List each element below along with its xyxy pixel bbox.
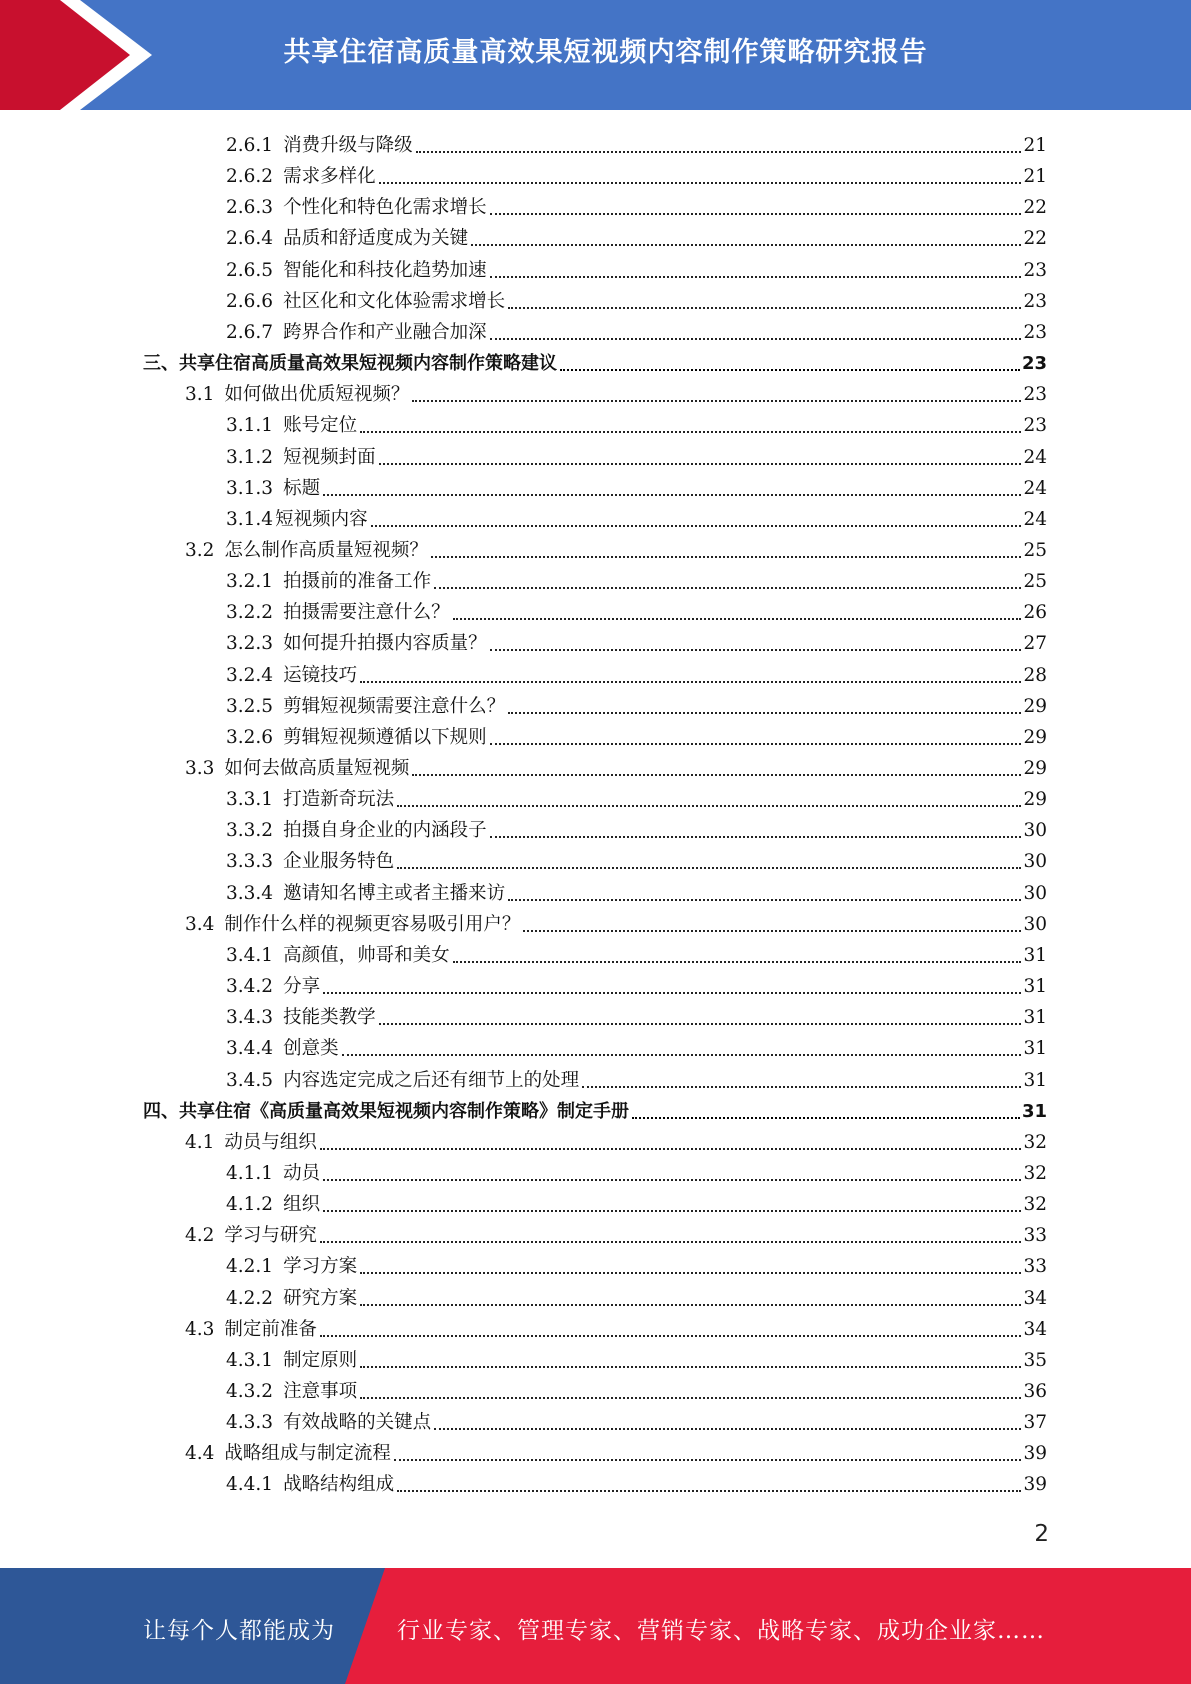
toc-entry-number: 3.2 — [185, 539, 215, 561]
toc-entry[interactable] — [226, 875, 1047, 905]
toc-entry-page: 32 — [1023, 1131, 1047, 1153]
toc-entry-number: 3.2.6 — [226, 726, 274, 748]
toc-entry-title: 注意事项 — [283, 1381, 358, 1402]
toc-dot-leader — [360, 1304, 1021, 1306]
toc-entry-number: 3.4.2 — [226, 976, 274, 998]
toc-entry-title: 如何去做高质量短视频 — [224, 758, 410, 779]
toc-entry-title: 跨界合作和产业融合加深 — [283, 321, 487, 343]
toc-entry-number: 4.3.2 — [226, 1381, 274, 1402]
toc-dot-leader — [412, 400, 1021, 402]
toc-entry-page: 37 — [1023, 1412, 1047, 1434]
toc-dot-leader — [360, 1366, 1021, 1368]
toc-entry[interactable] — [185, 1217, 1047, 1247]
toc-entry-page: 31 — [1023, 1069, 1047, 1091]
toc-entry-number: 2.6.4 — [226, 228, 274, 250]
toc-entry-number: 3.4.1 — [226, 944, 274, 966]
toc-entry-title: 邀请知名博主或者主播来访 — [283, 882, 506, 904]
page-header — [0, 0, 1191, 110]
toc-entry-number: 3.4.3 — [226, 1007, 274, 1029]
toc-entry-page: 28 — [1023, 664, 1047, 686]
toc-entry[interactable] — [226, 1466, 1047, 1496]
toc-entry-number: 3.3.1 — [226, 789, 274, 811]
toc-entry-page: 31 — [1021, 1100, 1047, 1122]
toc-entry[interactable] — [226, 1373, 1047, 1403]
toc-entry-title: 运镜技巧 — [283, 664, 358, 686]
toc-entry[interactable] — [185, 1435, 1047, 1465]
toc-dot-leader — [323, 1210, 1021, 1212]
toc-entry-page: 36 — [1023, 1381, 1047, 1402]
toc-entry[interactable] — [226, 127, 1047, 157]
toc-entry-title: 分享 — [283, 976, 321, 998]
toc-entry-title: 组织 — [283, 1194, 321, 1216]
toc-entry-page: 25 — [1023, 571, 1047, 593]
report-title: 共享住宿高质量高效果短视频内容制作策略研究报告 — [283, 37, 928, 68]
toc-dot-leader — [471, 244, 1021, 246]
toc-entry-number: 2.6.5 — [226, 259, 274, 281]
toc-entry-page: 31 — [1023, 944, 1047, 966]
toc-dot-leader — [397, 867, 1021, 869]
toc-entry-title: 剪辑短视频需要注意什么？ — [283, 695, 506, 717]
toc-entry[interactable] — [226, 1030, 1047, 1060]
toc-entry-title: 拍摄自身企业的内涵段子 — [283, 820, 487, 842]
toc-dot-leader — [397, 805, 1021, 807]
toc-dot-leader — [490, 213, 1022, 215]
toc-entry-page: 26 — [1023, 602, 1047, 624]
toc-entry[interactable] — [226, 283, 1047, 313]
toc-dot-leader — [434, 1428, 1021, 1430]
toc-entry-number: 4.4 — [185, 1443, 215, 1465]
toc-entry[interactable] — [143, 345, 1047, 375]
toc-entry-page: 21 — [1023, 166, 1047, 188]
toc-entry[interactable] — [226, 1155, 1047, 1185]
page-number: 2 — [1034, 1521, 1049, 1547]
toc-entry-title: 如何提升拍摄内容质量？ — [283, 633, 487, 655]
toc-entry-page: 31 — [1023, 1038, 1047, 1060]
toc-entry-number: 4.1.2 — [226, 1194, 274, 1216]
toc-entry-page: 30 — [1023, 820, 1047, 842]
toc-entry-page: 33 — [1023, 1225, 1047, 1247]
toc-dot-leader — [523, 930, 1021, 932]
toc-entry-number: 3.4.4 — [226, 1038, 274, 1060]
toc-entry[interactable] — [226, 470, 1047, 500]
toc-entry-page: 23 — [1023, 259, 1047, 281]
footer-slogan-left: 让每个人都能成为 — [143, 1618, 335, 1644]
toc-entry-number: 4.2.1 — [226, 1256, 274, 1278]
toc-entry-number: 3.2.4 — [226, 664, 274, 686]
toc-entry-page: 23 — [1023, 290, 1047, 312]
toc-entry-page: 24 — [1023, 508, 1047, 530]
toc-entry[interactable] — [185, 1311, 1047, 1341]
toc-entry-title: 如何做出优质短视频？ — [224, 384, 410, 406]
toc-entry-title: 智能化和科技化趋势加速 — [283, 259, 487, 281]
toc-entry-number: 2.6.3 — [226, 197, 274, 219]
toc-entry[interactable] — [226, 1186, 1047, 1216]
toc-dot-leader — [508, 899, 1021, 901]
toc-entry-number: 3.2.2 — [226, 602, 274, 624]
toc-entry-number: 3.3 — [185, 758, 215, 779]
toc-dot-leader — [412, 774, 1021, 776]
toc-entry-page: 30 — [1023, 913, 1047, 935]
footer-slogan-right: 行业专家、管理专家、营销专家、战略专家、成功企业家…… — [397, 1618, 1045, 1644]
toc-entry-title: 打造新奇玩法 — [283, 789, 395, 811]
toc-dot-leader — [416, 151, 1022, 153]
toc-entry-page: 31 — [1023, 976, 1047, 998]
toc-entry-page: 29 — [1023, 758, 1047, 779]
toc-entry-number: 3.1.2 — [226, 446, 274, 468]
toc-dot-leader — [323, 992, 1021, 994]
toc-entry-number: 3.1.3 — [226, 477, 274, 499]
toc-dot-leader — [320, 1148, 1022, 1150]
toc-entry-page: 29 — [1023, 695, 1047, 717]
toc-dot-leader — [371, 525, 1022, 527]
toc-entry-title: 动员 — [283, 1162, 321, 1184]
toc-entry-number: 4.3.1 — [226, 1349, 274, 1371]
toc-dot-leader — [453, 618, 1022, 620]
toc-dot-leader — [632, 1117, 1020, 1119]
toc-entry-page: 34 — [1023, 1318, 1047, 1340]
toc-entry[interactable] — [226, 657, 1047, 687]
toc-entry-title: 短视频封面 — [283, 446, 376, 468]
toc-entry-title: 技能类教学 — [283, 1007, 376, 1029]
toc-entry-page: 39 — [1023, 1443, 1047, 1465]
toc-entry-page: 24 — [1023, 446, 1047, 468]
toc-entry-number: 3.3.2 — [226, 820, 274, 842]
toc-entry[interactable] — [226, 1404, 1047, 1434]
toc-dot-leader — [431, 556, 1022, 558]
toc-dot-leader — [379, 182, 1022, 184]
toc-dot-leader — [360, 1397, 1021, 1399]
toc-entry[interactable] — [226, 1342, 1047, 1372]
toc-entry[interactable] — [185, 532, 1047, 562]
toc-entry[interactable] — [185, 376, 1047, 406]
toc-entry-title: 剪辑短视频遵循以下规则 — [283, 726, 487, 748]
toc-entry-title: 消费升级与降级 — [283, 135, 413, 156]
toc-entry-number: 4.3.3 — [226, 1412, 274, 1434]
toc-entry-title: 制定原则 — [283, 1349, 358, 1371]
toc-entry-page: 23 — [1021, 353, 1047, 375]
toc-entry[interactable] — [226, 439, 1047, 469]
toc-dot-leader — [490, 338, 1022, 340]
toc-entry-page: 30 — [1023, 882, 1047, 904]
toc-dot-leader — [323, 494, 1021, 496]
toc-entry-number: 4.1 — [185, 1131, 215, 1153]
toc-entry[interactable] — [226, 625, 1047, 655]
toc-dot-leader — [360, 681, 1021, 683]
toc-dot-leader — [320, 1335, 1022, 1337]
toc-entry-title: 共享住宿《高质量高效果短视频内容制作策略》制定手册 — [179, 1100, 629, 1122]
toc-entry-number: 2.6.7 — [226, 321, 274, 343]
toc-entry-title: 品质和舒适度成为关键 — [283, 228, 469, 250]
toc-dot-leader — [342, 1054, 1022, 1056]
toc-dot-leader — [323, 1179, 1021, 1181]
toc-entry-title: 社区化和文化体验需求增长 — [283, 290, 506, 312]
toc-entry[interactable] — [226, 781, 1047, 811]
toc-entry-number: 3.1 — [185, 384, 215, 406]
toc-entry-title: 账号定位 — [283, 415, 358, 437]
toc-entry-number: 三、 — [143, 353, 179, 375]
page-footer — [0, 1568, 1191, 1684]
toc-entry-number: 3.4.5 — [226, 1069, 274, 1091]
toc-entry-title: 高颜值，帅哥和美女 — [283, 944, 450, 966]
toc-entry-number: 3.2.5 — [226, 695, 274, 717]
toc-entry-title: 拍摄需要注意什么？ — [283, 602, 450, 624]
toc-entry-page: 24 — [1023, 477, 1047, 499]
toc-entry[interactable] — [226, 252, 1047, 282]
toc-entry-title: 学习与研究 — [224, 1225, 317, 1247]
toc-entry[interactable] — [226, 937, 1047, 967]
toc-dot-leader — [582, 1086, 1021, 1088]
toc-entry-title: 创意类 — [283, 1038, 339, 1060]
toc-entry[interactable] — [143, 1093, 1047, 1123]
toc-entry[interactable] — [226, 314, 1047, 344]
toc-entry-title: 研究方案 — [283, 1287, 358, 1309]
toc-entry-page: 35 — [1023, 1349, 1047, 1371]
toc-dot-leader — [453, 961, 1022, 963]
toc-dot-leader — [490, 836, 1022, 838]
toc-dot-leader — [379, 463, 1022, 465]
toc-entry-page: 22 — [1023, 228, 1047, 250]
toc-entry-page: 32 — [1023, 1162, 1047, 1184]
toc-entry[interactable] — [226, 968, 1047, 998]
toc-dot-leader — [490, 276, 1022, 278]
toc-entry-title: 内容选定完成之后还有细节上的处理 — [283, 1069, 580, 1091]
toc-entry-page: 34 — [1023, 1287, 1047, 1309]
toc-entry-page: 32 — [1023, 1194, 1047, 1216]
toc-entry-page: 29 — [1023, 789, 1047, 811]
toc-entry[interactable] — [185, 1124, 1047, 1154]
toc-entry-title: 制定前准备 — [224, 1318, 317, 1340]
toc-entry[interactable] — [226, 189, 1047, 219]
toc-dot-leader — [508, 307, 1021, 309]
toc-entry-title: 标题 — [283, 477, 321, 499]
toc-entry-number: 四、 — [143, 1100, 179, 1122]
toc-entry-title: 动员与组织 — [224, 1131, 317, 1153]
toc-entry-number: 3.1.4 — [226, 508, 274, 530]
toc-entry-number: 3.4 — [185, 913, 215, 935]
toc-dot-leader — [320, 1241, 1022, 1243]
toc-entry-title: 拍摄前的准备工作 — [283, 571, 432, 593]
toc-entry-title: 需求多样化 — [283, 166, 376, 188]
toc-entry-number: 3.3.4 — [226, 882, 274, 904]
toc-entry-page: 21 — [1023, 135, 1047, 156]
toc-entry-title: 企业服务特色 — [283, 851, 395, 873]
toc-entry-number: 4.1.1 — [226, 1162, 274, 1184]
toc-entry-page: 23 — [1023, 415, 1047, 437]
toc-entry-number: 4.4.1 — [226, 1474, 274, 1496]
toc-entry[interactable] — [226, 220, 1047, 250]
toc-entry[interactable] — [226, 407, 1047, 437]
toc-entry-page: 25 — [1023, 539, 1047, 561]
toc-entry-page: 30 — [1023, 851, 1047, 873]
toc-dot-leader — [490, 743, 1022, 745]
toc-dot-leader — [508, 712, 1021, 714]
toc-entry-page: 22 — [1023, 197, 1047, 219]
toc-entry-number: 2.6.2 — [226, 166, 274, 188]
toc-dot-leader — [397, 1490, 1021, 1492]
toc-entry-page: 23 — [1023, 321, 1047, 343]
toc-entry-number: 4.2.2 — [226, 1287, 274, 1309]
toc-entry-page: 39 — [1023, 1474, 1047, 1496]
toc-entry[interactable] — [226, 688, 1047, 718]
toc-entry[interactable] — [226, 1062, 1047, 1092]
toc-entry[interactable] — [185, 906, 1047, 936]
toc-entry-page: 33 — [1023, 1256, 1047, 1278]
toc-entry-number: 3.3.3 — [226, 851, 274, 873]
toc-entry[interactable] — [226, 999, 1047, 1029]
toc-entry-title: 战略结构组成 — [283, 1474, 395, 1496]
toc-entry-title: 共享住宿高质量高效果短视频内容制作策略建议 — [179, 353, 557, 375]
toc-entry[interactable] — [226, 501, 1047, 531]
toc-entry[interactable] — [185, 750, 1047, 780]
toc-entry[interactable] — [226, 1248, 1047, 1278]
toc-dot-leader — [434, 587, 1021, 589]
toc-entry-page: 23 — [1023, 384, 1047, 406]
toc-entry-number: 3.2.3 — [226, 633, 274, 655]
toc-entry[interactable] — [226, 1280, 1047, 1310]
toc-entry[interactable] — [226, 563, 1047, 593]
toc-entry-title: 短视频内容 — [275, 508, 368, 530]
toc-dot-leader — [560, 369, 1020, 371]
toc-entry-page: 27 — [1023, 633, 1047, 655]
toc-entry-title: 个性化和特色化需求增长 — [283, 197, 487, 219]
toc-dot-leader — [379, 1023, 1022, 1025]
toc-entry-page: 31 — [1023, 1007, 1047, 1029]
toc-dot-leader — [360, 1272, 1021, 1274]
toc-entry-number: 4.2 — [185, 1225, 215, 1247]
toc-entry-title: 学习方案 — [283, 1256, 358, 1278]
toc-entry-number: 4.3 — [185, 1318, 215, 1340]
toc-entry[interactable] — [226, 594, 1047, 624]
toc-entry[interactable] — [226, 843, 1047, 873]
toc-dot-leader — [394, 1459, 1022, 1461]
toc-entry-title: 制作什么样的视频更容易吸引用户？ — [224, 913, 521, 935]
toc-entry-title: 有效战略的关键点 — [283, 1412, 432, 1434]
toc-entry-number: 2.6.6 — [226, 290, 274, 312]
toc-dot-leader — [490, 649, 1022, 651]
toc-entry-page: 29 — [1023, 726, 1047, 748]
toc-entry-number: 2.6.1 — [226, 135, 274, 156]
toc-entry[interactable] — [226, 158, 1047, 188]
toc-entry-number: 3.1.1 — [226, 415, 274, 437]
toc-dot-leader — [360, 431, 1021, 433]
toc-entry[interactable] — [226, 719, 1047, 749]
toc-entry-title: 怎么制作高质量短视频？ — [224, 539, 428, 561]
toc-entry-number: 3.2.1 — [226, 571, 274, 593]
toc-entry-title: 战略组成与制定流程 — [224, 1443, 391, 1465]
toc-entry[interactable] — [226, 812, 1047, 842]
